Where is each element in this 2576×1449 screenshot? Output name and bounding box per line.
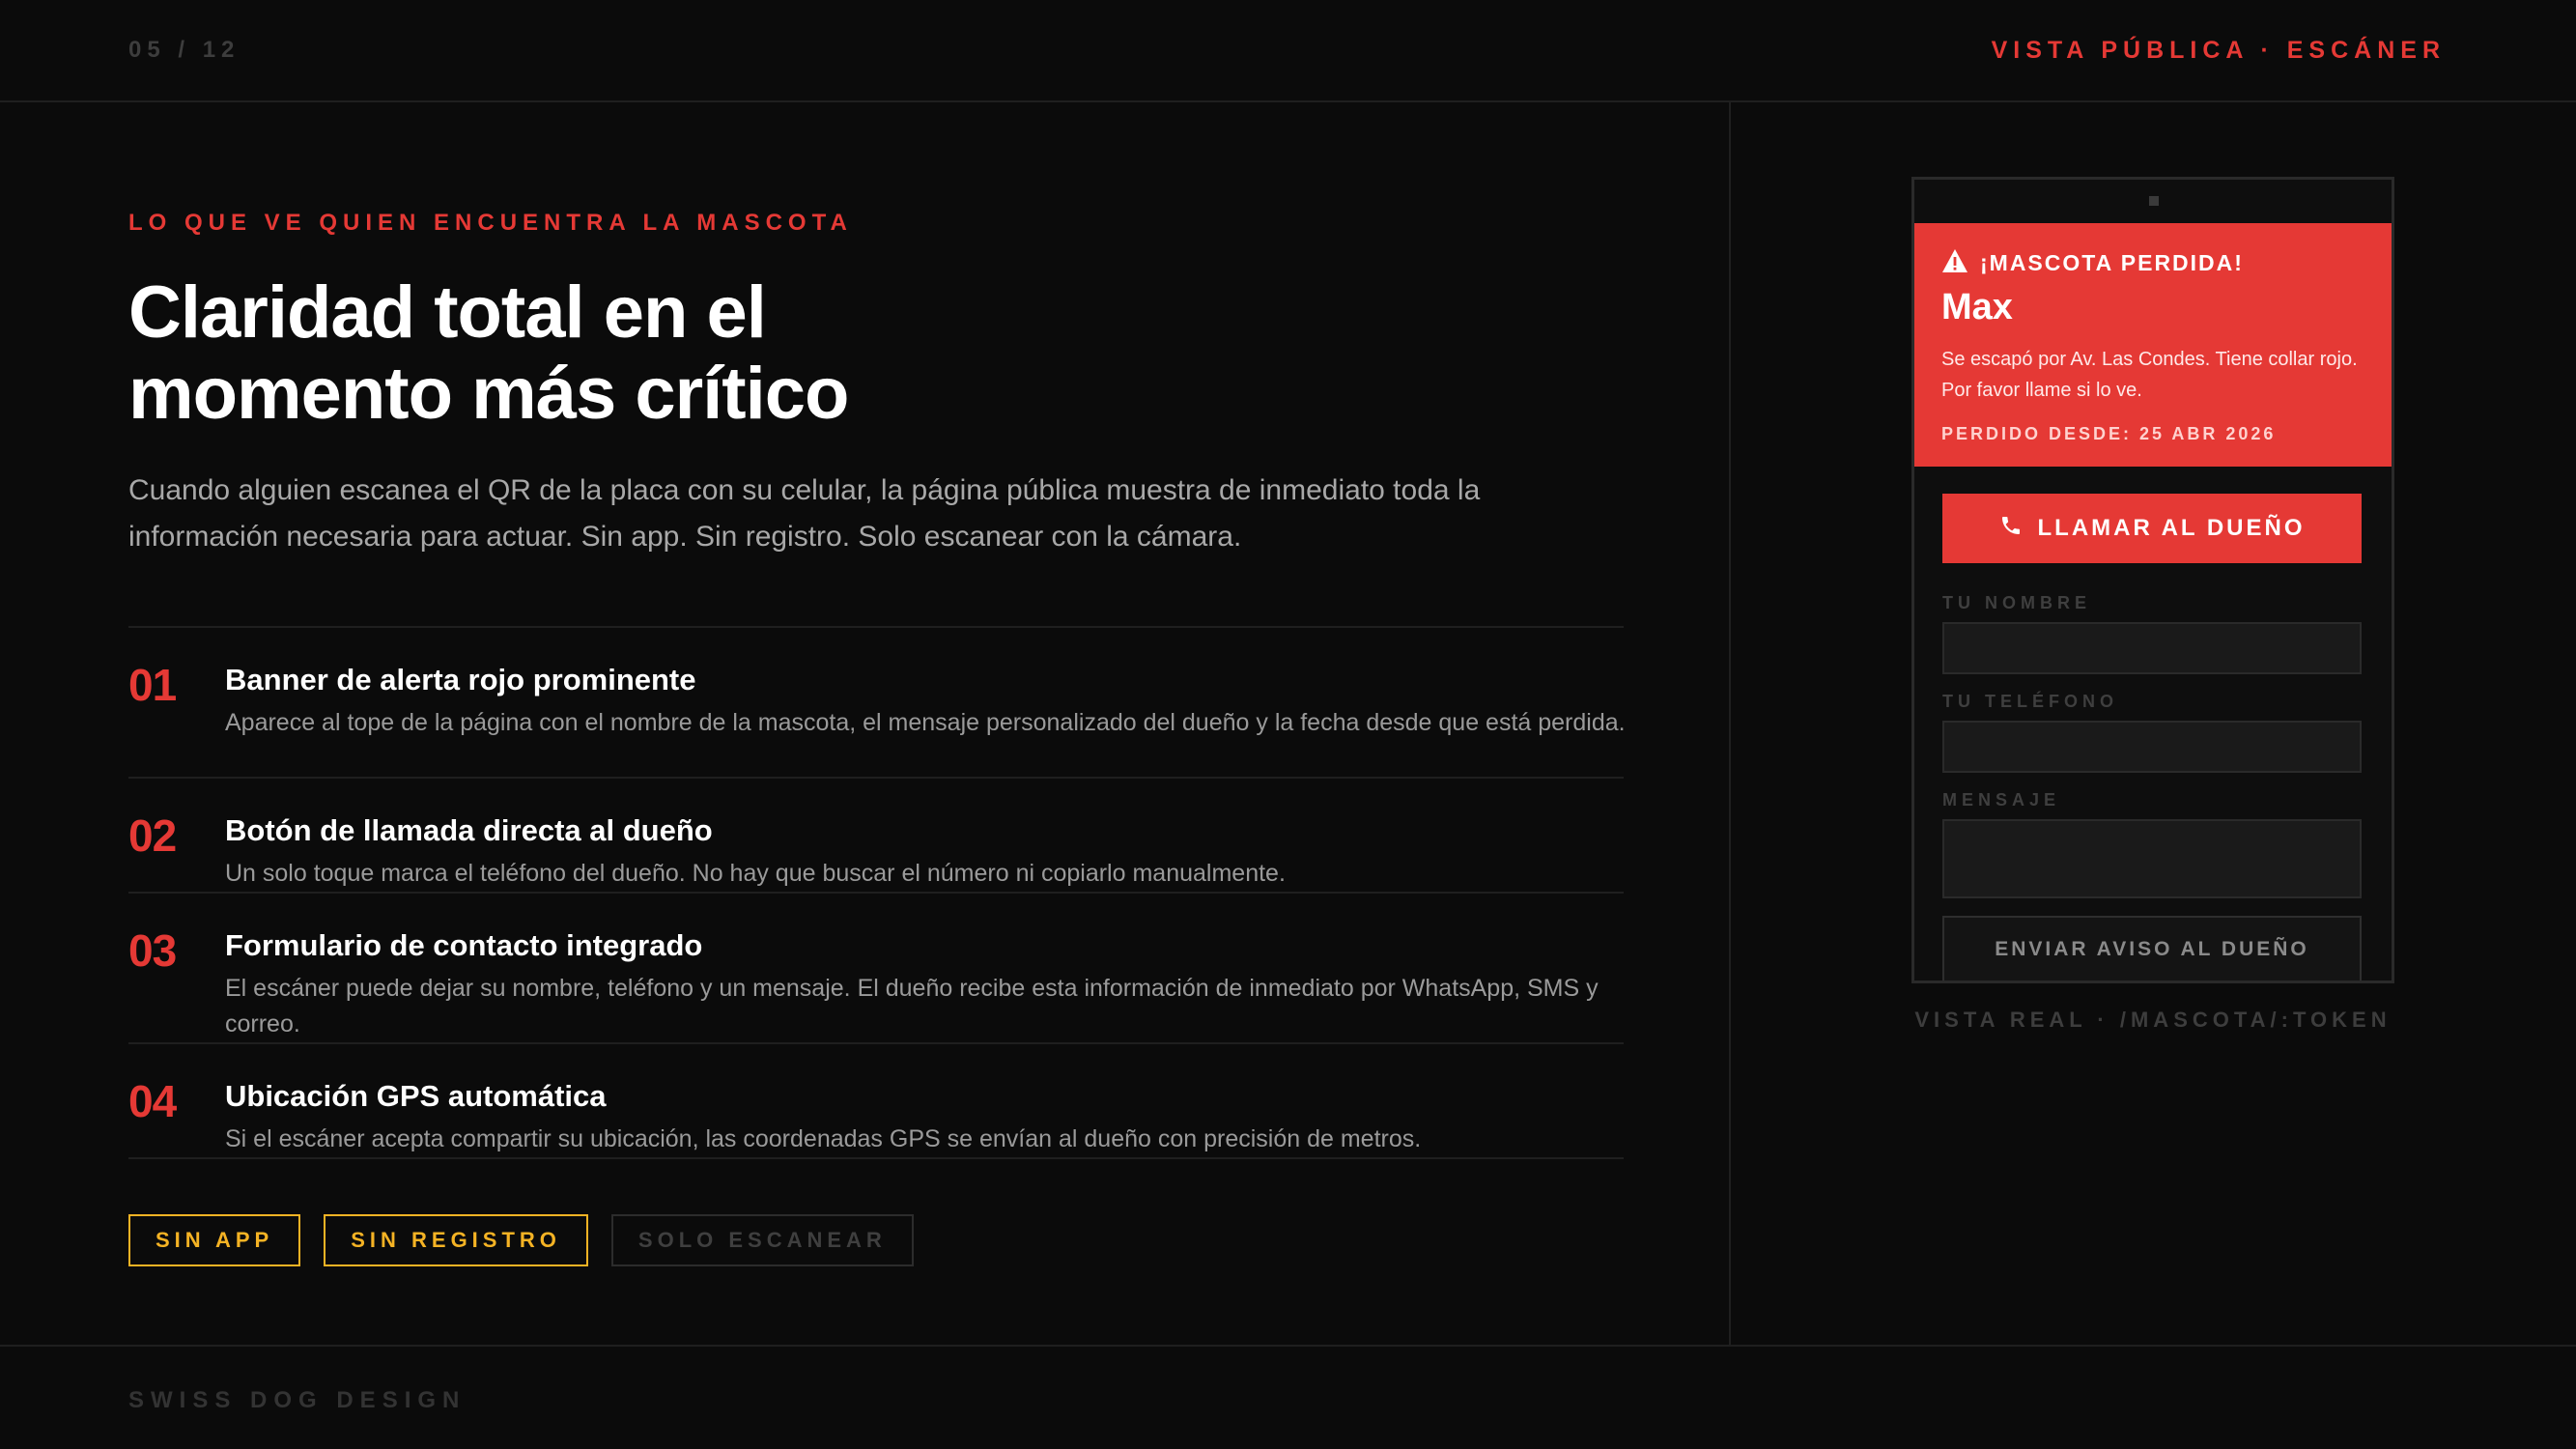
phone-camera-dot [2149,196,2159,206]
phone-mockup [1911,177,2394,983]
feature-description: Si el escáner acepta compartir su ubicación, las coordenadas GPS se envían al dueño con precisión de metros. [225,1125,1422,1152]
owner-message: Se escapó por Av. Las Condes. Tiene collar rojo. Por favor llame si lo ve. [1941,349,2358,401]
feature-description: Aparece al tope de la página con el nombre de la mascota, el mensaje personalizado del dueño y la fecha desde que está perdida. [225,709,1626,736]
top-bar [0,0,2576,102]
feature-number: 02 [128,810,177,861]
lost-since-date: PERDIDO DESDE: 25 ABR 2026 [1941,424,2277,443]
section-eyebrow: LO QUE VE QUIEN ENCUENTRA LA MASCOTA [128,210,853,236]
phone-field-label: TU TELÉFONO [1942,692,2118,711]
footer [0,1345,2576,1449]
lead-paragraph: Cuando alguien escanea el QR de la placa con su celular, la página pública muestra de inmediato toda la información necesaria para actuar. Sin app. Sin registro. Solo escanear con la cámara. [128,474,1481,553]
message-textarea[interactable] [1942,819,2362,898]
chip-sin-app: SIN APP [128,1214,300,1266]
chip-solo-escanear: SOLO ESCANEAR [611,1214,914,1266]
feature-item [128,779,1624,894]
chip-sin-registro: SIN REGISTRO [324,1214,588,1266]
feature-number: 01 [128,660,177,710]
tag-chips [128,1214,914,1266]
name-input[interactable] [1942,622,2362,674]
feature-item [128,1044,1624,1159]
alert-header [1941,248,2244,278]
feature-description: El escáner puede dejar su nombre, teléfono y un mensaje. El dueño recibe esta información de inmediato por WhatsApp, SMS y correo. [225,975,1599,1037]
page-title [128,272,1577,435]
page-counter: 05 / 12 [128,37,241,63]
pet-name: Max [1941,287,2013,327]
feature-title: Formulario de contacto integrado [225,928,703,962]
column-divider [1729,102,1731,1345]
page-title-line-1: Claridad total en el [128,271,766,354]
call-owner-label: LLAMAR AL DUEÑO [2037,515,2306,541]
lost-pet-alert-banner [1914,223,2392,467]
send-alert-button[interactable]: ENVIAR AVISO AL DUEÑO [1942,916,2362,983]
feature-number: 04 [128,1076,177,1126]
feature-item [128,894,1624,1044]
alert-title: ¡MASCOTA PERDIDA! [1980,250,2244,275]
feature-title: Banner de alerta rojo prominente [225,663,696,696]
feature-item [128,628,1624,779]
feature-list [128,626,1624,1159]
feature-title: Ubicación GPS automática [225,1079,607,1113]
phone-icon [1999,514,2023,544]
page-title-line-2: momento más crítico [128,353,849,435]
phone-caption: VISTA REAL · /MASCOTA/:TOKEN [1914,1008,2392,1032]
message-field-label: MENSAJE [1942,790,2061,810]
feature-number: 03 [128,925,177,976]
feature-title: Botón de llamada directa al dueño [225,813,713,847]
warning-triangle-icon [1941,248,1968,278]
footer-brand: SWISS DOG DESIGN [128,1387,467,1413]
view-label: VISTA PÚBLICA · ESCÁNER [1991,37,2446,64]
feature-description: Un solo toque marca el teléfono del dueño. No hay que buscar el número ni copiarlo manualmente. [225,860,1286,887]
name-field-label: TU NOMBRE [1942,593,2091,612]
call-owner-button[interactable] [1942,494,2362,563]
phone-input[interactable] [1942,721,2362,773]
